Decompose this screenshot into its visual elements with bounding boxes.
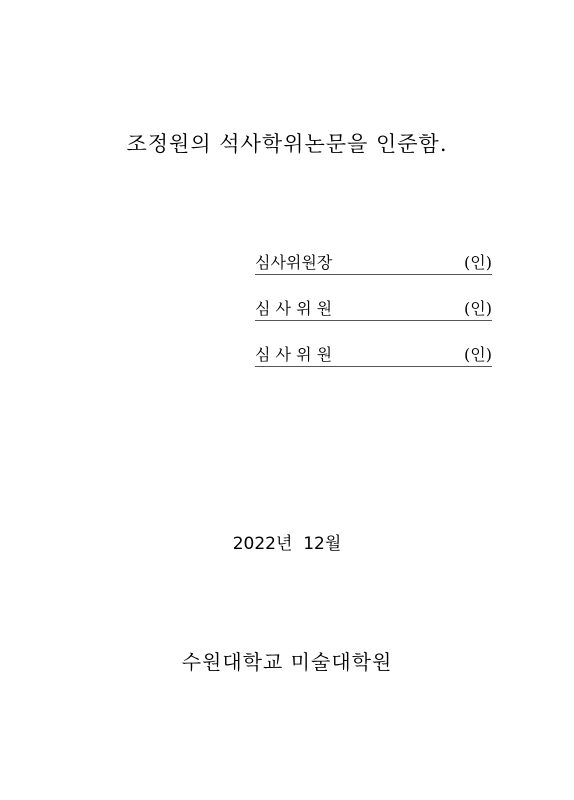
seal-mark: (인) xyxy=(464,345,492,364)
institution-name: 수원대학교 미술대학원 xyxy=(181,650,393,674)
signature-line xyxy=(255,320,492,321)
approval-date: 2022년 12월 xyxy=(232,534,342,554)
signature-line xyxy=(255,274,492,275)
signature-line xyxy=(255,366,492,367)
committee-member-row xyxy=(255,298,492,344)
committee-role-label: 심사위원장 xyxy=(255,253,333,272)
committee-chair-row xyxy=(255,252,492,298)
seal-mark: (인) xyxy=(464,253,492,272)
approval-statement: 조정원의 석사학위논문을 인준함. xyxy=(126,132,448,156)
seal-mark: (인) xyxy=(464,299,492,318)
committee-member-row xyxy=(255,344,492,390)
committee-role-label: 심 사 위 원 xyxy=(255,299,333,318)
committee-role-label: 심 사 위 원 xyxy=(255,345,333,364)
committee-signature-block xyxy=(255,252,492,390)
